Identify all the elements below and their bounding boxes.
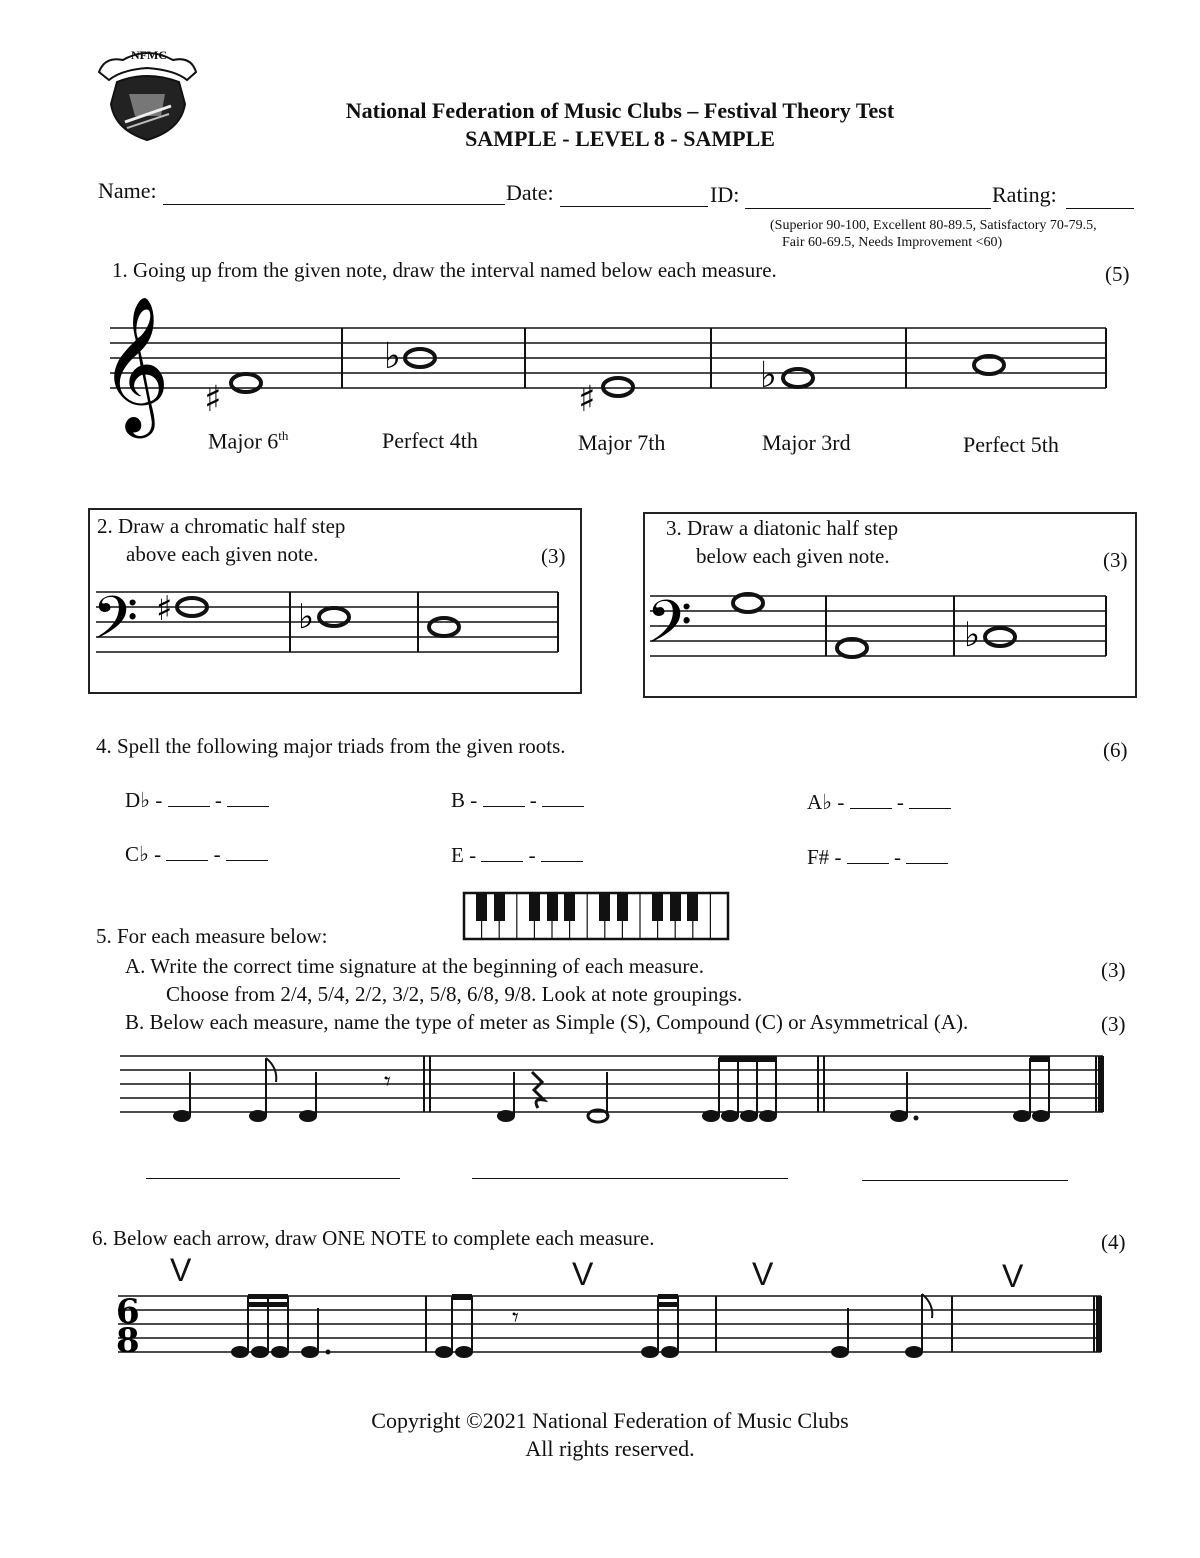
q6-time-sig-top: 6 [116, 1292, 140, 1332]
rights: All rights reserved. [525, 1436, 695, 1461]
copyright: Copyright ©2021 National Federation of Music Clubs [371, 1408, 849, 1433]
q6-arrow-2: V [572, 1256, 594, 1292]
svg-text:𝄾: 𝄾 [384, 1067, 391, 1097]
q1-label-2: Perfect 4th [382, 428, 478, 453]
q1-label-1: Major 6th [208, 428, 289, 454]
q1-prompt: 1. Going up from the given note, draw the interval named below each measure. [112, 258, 777, 282]
q4-triad-4-third[interactable] [166, 842, 208, 861]
q5-a-text: A. Write the correct time signature at the beginning of each measure. [125, 954, 704, 978]
date-label: Date: [506, 180, 554, 205]
svg-text:𝄢: 𝄢 [646, 587, 693, 671]
q4-triad-2-fifth[interactable] [542, 788, 584, 807]
date-field[interactable] [560, 182, 708, 207]
q4-triad-6: F# - - [807, 845, 948, 870]
page-title: National Federation of Music Clubs – Festival Theory Test [345, 98, 895, 123]
q6-time-sig-bottom: 8 [116, 1321, 140, 1361]
svg-text:𝄢: 𝄢 [92, 583, 139, 667]
svg-text:𝄞: 𝄞 [100, 294, 170, 432]
q4-triad-6-third[interactable] [847, 845, 889, 864]
q2-staff [92, 580, 562, 670]
q5-answer-2[interactable] [472, 1158, 788, 1179]
q5-a-points: (3) [1101, 958, 1126, 982]
id-field[interactable] [745, 184, 991, 209]
name-field[interactable] [163, 180, 505, 205]
q1-label-3: Major 7th [578, 430, 666, 455]
q2-points: (3) [541, 544, 566, 568]
q5-answer-1[interactable] [146, 1158, 400, 1179]
rating-label: Rating: [992, 182, 1057, 207]
rating-field[interactable] [1066, 184, 1134, 209]
name-label: Name: [98, 178, 157, 203]
q3-prompt-2: below each given note. [696, 544, 890, 568]
q4-triad-5-third[interactable] [481, 843, 523, 862]
q6-prompt: 6. Below each arrow, draw ONE NOTE to complete each measure. [92, 1226, 655, 1250]
rating-scale-2: Fair 60-69.5, Needs Improvement <60) [782, 235, 1003, 250]
q4-triad-1-third[interactable] [168, 788, 210, 807]
svg-text:♯: ♯ [204, 379, 222, 420]
q4-triad-1: D♭ - - [125, 788, 269, 813]
id-label: ID: [710, 182, 740, 207]
svg-text:𝄾: 𝄾 [512, 1303, 519, 1333]
q4-triad-2-third[interactable] [483, 788, 525, 807]
q5-prompt: 5. For each measure below: [96, 924, 328, 948]
q4-triad-3-fifth[interactable] [909, 790, 951, 809]
svg-text:♯: ♯ [578, 379, 596, 420]
q3-points: (3) [1103, 548, 1128, 572]
q3-prompt: 3. Draw a diatonic half step [666, 516, 899, 540]
q2-prompt-2: above each given note. [126, 542, 319, 566]
q5-answer-3[interactable] [862, 1160, 1068, 1181]
q4-triad-5-fifth[interactable] [541, 843, 583, 862]
q5-b-text: B. Below each measure, name the type of meter as Simple (S), Compound (C) or Asymmetrical (A). [125, 1010, 969, 1034]
svg-text:♭: ♭ [298, 597, 315, 637]
piano-keyboard-icon [463, 892, 729, 940]
q4-triad-3-third[interactable] [850, 790, 892, 809]
q4-triad-6-fifth[interactable] [906, 845, 948, 864]
q4-triad-2: B - - [451, 788, 584, 813]
q6-staff [116, 1290, 1108, 1370]
q5-staff [118, 1050, 1110, 1130]
logo-text: NFMC [131, 48, 167, 62]
q1-label-5: Perfect 5th [963, 432, 1059, 457]
q1-points: (5) [1105, 262, 1130, 286]
q4-triad-5: E - - [451, 843, 583, 868]
rating-scale: (Superior 90-100, Excellent 80-89.5, Satisfactory 70-79.5, [770, 218, 1097, 233]
q3-staff [646, 584, 1116, 674]
page-subtitle: SAMPLE - LEVEL 8 - SAMPLE [465, 126, 775, 151]
q4-triad-4: C♭ - - [125, 842, 268, 867]
q2-prompt: 2. Draw a chromatic half step [97, 514, 346, 538]
q4-triad-3: A♭ - - [807, 790, 951, 815]
q5-a-choices: Choose from 2/4, 5/4, 2/2, 3/2, 5/8, 6/8, 9/8. Look at note groupings. [166, 982, 743, 1006]
svg-text:♭: ♭ [384, 336, 401, 377]
q4-triad-4-fifth[interactable] [226, 842, 268, 861]
q1-label-4: Major 3rd [762, 430, 851, 455]
svg-text:♭: ♭ [964, 615, 981, 655]
q4-prompt: 4. Spell the following major triads from the given roots. [96, 734, 566, 758]
q6-arrow-4: V [1002, 1258, 1024, 1294]
q5-b-points: (3) [1101, 1012, 1126, 1036]
svg-text:♭: ♭ [760, 355, 777, 396]
q4-triad-1-fifth[interactable] [227, 788, 269, 807]
svg-text:♯: ♯ [156, 589, 173, 629]
nfmc-logo [95, 42, 200, 144]
q6-points: (4) [1101, 1230, 1126, 1254]
q6-arrow-3: V [752, 1256, 774, 1292]
q6-arrow-1: V [170, 1252, 192, 1288]
q4-points: (6) [1103, 738, 1128, 762]
q1-staff [100, 290, 1112, 430]
